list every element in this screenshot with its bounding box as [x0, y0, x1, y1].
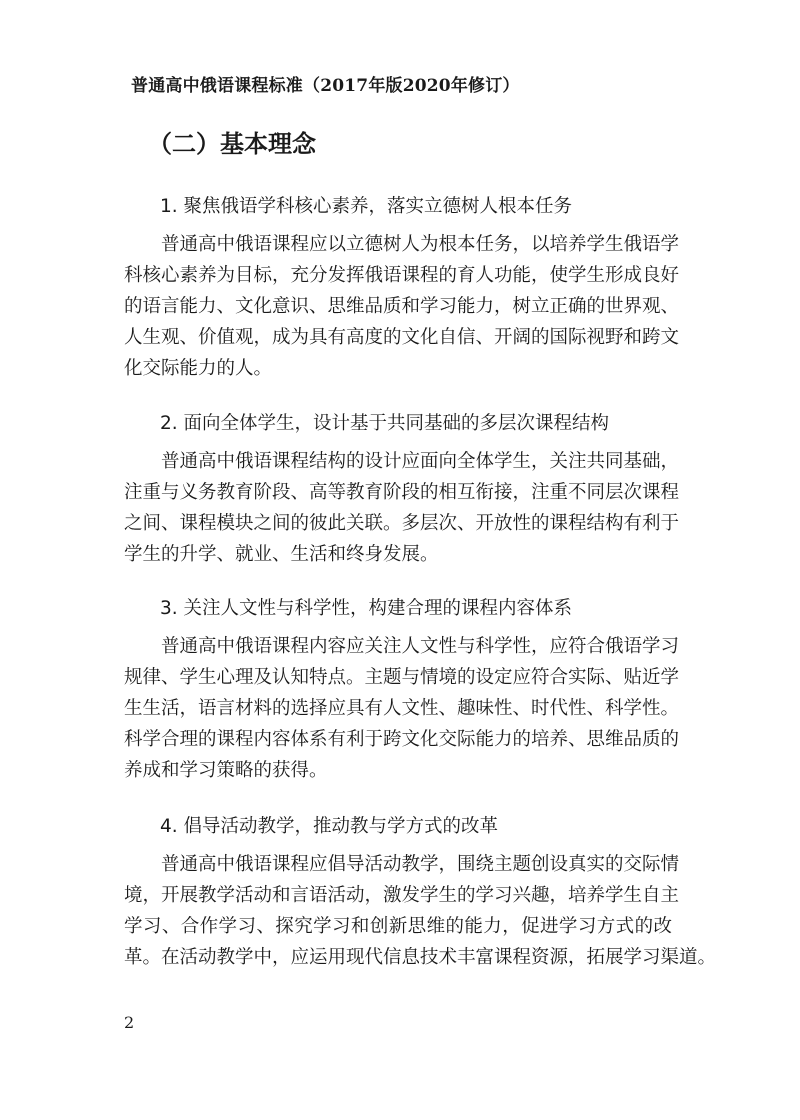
item-2-paragraph [124, 446, 680, 570]
page-number: 2 [124, 1013, 135, 1032]
item-3-paragraph [124, 631, 680, 786]
paragraph-line: 科学合理的课程内容体系有利于跨文化交际能力的培养、思维品质的 [124, 729, 680, 750]
paragraph-line: 的语言能力、文化意识、思维品质和学习能力，树立正确的世界观、 [124, 296, 680, 317]
paragraph-line: 生生活，语言材料的选择应具有人文性、趣味性、时代性、科学性。 [124, 698, 680, 719]
paragraph-line: 普通高中俄语课程结构的设计应面向全体学生，关注共同基础， [161, 451, 680, 472]
paragraph-line: 革。在活动教学中，应运用现代信息技术丰富课程资源，拓展学习渠道。 [124, 947, 717, 968]
item-1-paragraph [124, 229, 680, 384]
item-4-paragraph [124, 849, 717, 973]
item-4-heading: 4. 倡导活动教学，推动教与学方式的改革 [160, 816, 499, 837]
paragraph-line: 学生的升学、就业、生活和终身发展。 [124, 544, 439, 565]
paragraph-line: 规律、学生心理及认知特点。主题与情境的设定应符合实际、贴近学 [124, 667, 680, 688]
paragraph-line: 之间、课程模块之间的彼此关联。多层次、开放性的课程结构有利于 [124, 513, 680, 534]
paragraph-line: 境，开展教学活动和言语活动，激发学生的学习兴趣，培养学生自主 [124, 885, 680, 906]
section-title: （二）基本理念 [148, 129, 316, 158]
paragraph-line: 养成和学习策略的获得。 [124, 760, 328, 781]
paragraph-line: 普通高中俄语课程应以立德树人为根本任务，以培养学生俄语学 [161, 234, 680, 255]
paragraph-line: 普通高中俄语课程内容应关注人文性与科学性，应符合俄语学习 [161, 636, 680, 657]
item-3-heading: 3. 关注人文性与科学性，构建合理的课程内容体系 [160, 598, 573, 619]
paragraph-line: 人生观、价值观，成为具有高度的文化自信、开阔的国际视野和跨文 [124, 327, 680, 348]
paragraph-line: 注重与义务教育阶段、高等教育阶段的相互衔接，注重不同层次课程 [124, 482, 680, 503]
item-2-heading: 2. 面向全体学生，设计基于共同基础的多层次课程结构 [160, 413, 610, 434]
running-header: 普通高中俄语课程标准（2017年版2020年修订） [131, 76, 520, 96]
paragraph-line: 化交际能力的人。 [124, 358, 273, 379]
paragraph-line: 科核心素养为目标，充分发挥俄语课程的育人功能，使学生形成良好 [124, 265, 680, 286]
item-1-heading: 1. 聚焦俄语学科核心素养，落实立德树人根本任务 [160, 196, 573, 217]
paragraph-line: 学习、合作学习、探究学习和创新思维的能力，促进学习方式的改 [124, 916, 672, 937]
paragraph-line: 普通高中俄语课程应倡导活动教学，围绕主题创设真实的交际情 [161, 854, 680, 875]
